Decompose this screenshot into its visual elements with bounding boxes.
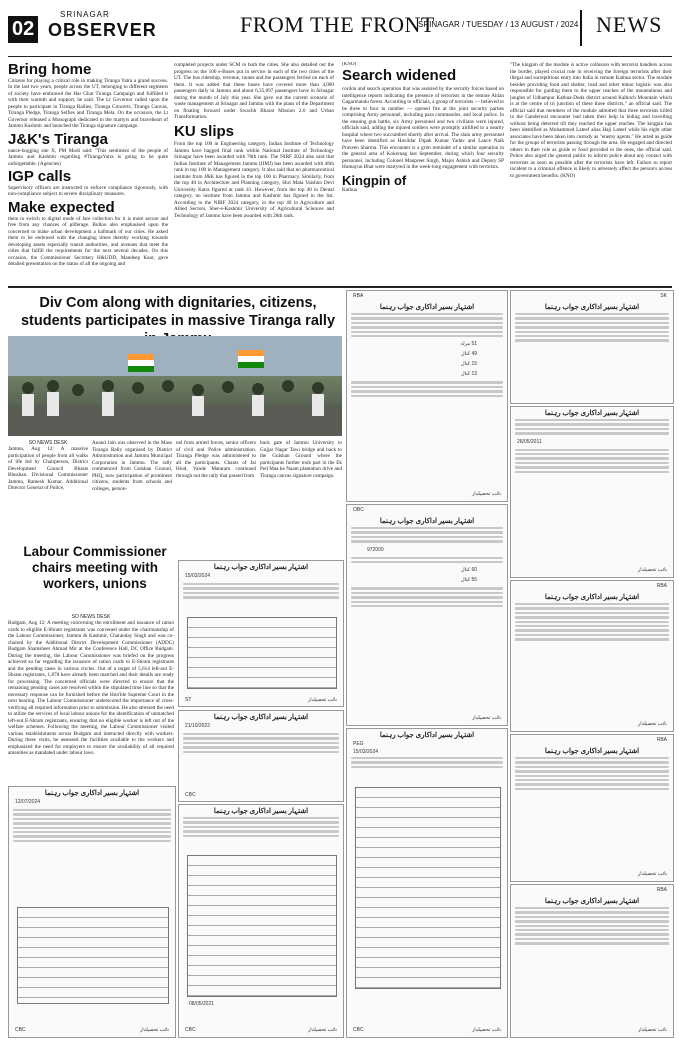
lead-col-3 xyxy=(176,440,256,560)
notice-code: SK xyxy=(660,293,667,299)
notice-date: 15/03/2024 xyxy=(353,749,379,755)
urdu-notice-3 xyxy=(178,710,344,802)
notice-signoff: نائب تحصیلدار xyxy=(637,871,667,877)
notice-date: 15/03/2024 xyxy=(185,573,211,579)
article-text: them to switch to digital mode of fare collection for it is more secure and free from any chances of pilferage. Bulloo also emphasised upon the concerned to make urban development a hallmark of our cities. He asked them to be endowed with the changing times thereby working towards developing assets especially transit authorities, and avenues that meet the cities that fulfill the requirements for the next several decades. On this occasion, the Commissioner Secretary H&UDD, Mandeep Kaur, gave detailed presentation on the status of all the ongoing and xyxy=(8,215,168,267)
notice-title: اشتہار بسیر اداکاری جواب رہنما xyxy=(544,593,640,601)
headline-ku-slips: KU slips xyxy=(174,122,235,140)
article-text: Supervisory officers are instructed to enforce compliance rigorously, with non-compliance subject to severe disciplinary measures. xyxy=(8,184,168,198)
notice-code: CBC xyxy=(185,792,196,798)
article-text: Citizens for playing a critical role in making Tiranga Yatra a grand success. In the last two years, people across the UT, belonging to different segments of society have embraced the Har Ghar Tiranga Campaign and fulfilled it with their warmth and support, he said. The Lt Governor called upon the people to participate in Tiranga Rallies, Tiranga Concerts, Tiranga Canvas, Tiranga Pledge, Tiranga Selfies and Tiranga Mela. On the occasion, the Lt Governor released a Monograph dedicated to the martyrs and braveheart of Jammu Kashmir and launched the Tiranga signature campaign. xyxy=(8,77,168,130)
notice-code: CBC xyxy=(353,1027,364,1033)
notice-date: 08/05/2021 xyxy=(189,1001,215,1007)
notice-title: اشتہار بسیر اداکاری جواب رہنما xyxy=(379,517,475,525)
urdu-notice-9 xyxy=(510,406,674,578)
notice-code: RBA xyxy=(353,293,364,299)
notice-title: اشتہار بسیر اداکاری جواب رہنما xyxy=(213,807,309,815)
notice-code: OBC xyxy=(353,507,364,513)
article-text: completed projects under SCM in both the cities. She also detailed out the progress on the 100 e-Buses put in service in each of the two cities of the UT. The bus ridership, revenue, routes and the passengers ferried on each of them. It was added that these buses have covered more than 4,000 passengers daily in Jammu and about 6,35,897 passengers have in Srinagar during the month of July this year. She gave out the current scenario of waste management at Srinagar and Jammu with the plans of the Department on floating forward under Swachh Bharat Mission 2.0 and Urban Transformation. xyxy=(174,62,334,120)
article-text: cordon and search operation that was assisted by the security forces based on intelligence reports indicating the presence of terrorists in the remote Ahlan Gagarmandu forest. According to officials, a group of terrorists — believed to be three to four in number — opened fire at the joint security parties comprising Army personnel, including para commandos, and local police. In the ensuing gun battle, six Army personnel and two civilians were injured, officials said, adding the injured soldiers were promptly airlifted to a nearby hospital where two succumbed shortly after arrival. The slain army personnel have been identified as Havildar Dipak Kumar Yadav and Lance Naik Praveen Sharma. This encounter is a grim reminder of a similar operation in the general area of Kokernag last September, during which four security personnel, including Colonel Manpreet Singh, Major Ashish and Deputy SP Humayun Bhat were martyred in the week-long engagement with terrorists. xyxy=(342,86,504,170)
rally-photo xyxy=(8,336,342,436)
notice-code: RBA xyxy=(656,887,667,893)
rally-photo-illustration xyxy=(8,336,342,436)
brand-logo: OBSERVER xyxy=(48,20,157,40)
notice-title: اشتہار بسیر اداکاری جواب رہنما xyxy=(544,747,640,755)
lead-col-4 xyxy=(260,440,342,560)
column-2 xyxy=(174,62,334,282)
urdu-notice-7 xyxy=(346,728,508,1038)
column-4 xyxy=(510,62,672,282)
headline-kingpin: Kingpin of xyxy=(342,172,407,188)
urdu-notice-10 xyxy=(510,580,674,732)
notice-table xyxy=(187,617,337,689)
notice-kanal: 60 کنال xyxy=(461,567,477,574)
notice-code: ST xyxy=(185,697,192,703)
article-text: nance-hogging site X, PM Modi said: "This sentiment of the people of Jammu and Kashmir regarding #TirangaYatra is going to be quite unforgettable. (Agencies) xyxy=(8,147,168,167)
notice-title: اشتہار بسیر اداکاری جواب رہنما xyxy=(544,303,640,311)
notice-signoff: نائب تحصیلدار xyxy=(637,567,667,573)
headline-igp-calls: IGP calls xyxy=(8,168,72,185)
notice-code: PEG xyxy=(353,741,364,747)
masthead xyxy=(8,6,672,57)
urdu-notice-2 xyxy=(178,560,344,707)
urdu-notice-5 xyxy=(346,290,508,502)
lead-headline: Div Com along with dignitaries, citizens, students participates in massive Tiranga rally xyxy=(20,295,336,330)
urdu-notice-11 xyxy=(510,734,674,882)
article-text: Budgam, Aug 12: A meeting concerning the enrollment and issuance of ration cards to eligible E-Shram registrants was convened under the chairmanship of the Labour Commissioner, Jammu & Kashmir, Charanday Singh and was co-chaired by the Additional District Development Commissioner (ADDC) Budgam Shamsheer Ahmad Mir at the Conference Hall, DC Office Budgam. During the meeting, the Labour Commissioner was briefed on the progress achieved so far regarding the issuance of ration cards to E-Shram registrants and the pending cases in various circles. Out of a target of 5,614 left-out E-Shram registrants, 1,878 have already been matched and their details are ready for processing. The concerned officials were directed to ensure that the remaining pending cases are resolved within the stipulated time line so that the necessary response can be furnished before the Hon'ble Supreme Court in the next hearing. The Labour Commissioner underscored the importance of cross-verifying all required information prior to submission. He also stressed the need to utilize the services of local labour unions for the identification of unmatched left-out E-Shram registrants, ensuring that no eligible worker is left out of the welfare schemes. Following the meeting, the Labour Commissioner visited various establishments across Budgam and interacted directly with workers. During these visits, he assessed the facilities available to the workers and emphasized the need for employers to ensure the availability of all required amenities as mandated under labour laws. xyxy=(8,620,174,757)
headline-search-widened: Search widened xyxy=(342,67,457,85)
kicker: (KNO) xyxy=(342,62,357,67)
notice-date: 21/10/2022 xyxy=(185,723,211,729)
divider xyxy=(8,286,672,288)
dateline: SRINAGAR / TUESDAY / 13 AUGUST / 2024 xyxy=(418,20,579,29)
notice-signoff: نائب تحصیلدار xyxy=(307,1027,337,1033)
notice-kanal: 55 کنال xyxy=(461,577,477,584)
notice-kanal: 15 کنال xyxy=(461,361,477,368)
notice-title: اشتہار بسیر اداکاری جواب رہنما xyxy=(44,789,140,797)
brand-city: SRINAGAR xyxy=(60,10,110,19)
notice-title: اشتہار بسیر اداکاری جواب رہنما xyxy=(213,713,309,721)
notice-title: اشتہار بسیر اداکاری جواب رہنما xyxy=(544,897,640,905)
notice-signoff: نائب تحصیلدار xyxy=(471,715,501,721)
labour-headline: Labour Commissioner chairs meeting with workers, unions xyxy=(23,544,167,592)
urdu-notice-12 xyxy=(510,884,674,1038)
notice-code: RBA xyxy=(656,583,667,589)
article-text: nel from armed forces, senior officers of civil and Police administration. Tiranga Pledge was administered to all the participants. Chants of Jai Hind, Vande Mataram continued through out the rally that passed from xyxy=(176,440,256,479)
lead-col-2 xyxy=(92,440,172,560)
notice-signoff: نائب تحصیلدار xyxy=(637,721,667,727)
notice-title: اشتہار بسیر اداکاری جواب رہنما xyxy=(379,731,475,739)
notice-code: RBA xyxy=(656,737,667,743)
notice-title: اشتہار بسیر اداکاری جواب رہنما xyxy=(544,409,640,417)
urdu-notice-4 xyxy=(178,804,344,1038)
notice-title: اشتہار بسیر اداکاری جواب رہنما xyxy=(213,563,309,571)
column-3 xyxy=(342,62,504,282)
notice-table xyxy=(355,787,501,989)
notice-date: 26/05/2011 xyxy=(517,438,542,445)
section-tag: NEWS xyxy=(596,12,663,37)
lead-col-1 xyxy=(8,440,88,560)
notice-table xyxy=(187,855,337,997)
byline: SO NEWS DESK xyxy=(28,440,68,446)
notice-title: اشتہار بسیر اداکاری جواب رہنما xyxy=(379,303,475,311)
urdu-notice-8 xyxy=(510,290,674,404)
article-text: "The kingpin of the module is active collusion with terrorist handlers across the border, played crucial role in receiving the foreign terrorists after their illegal and surreptitious entry into India in remote Kathua sector. The module besides providing food and shelter, road and other minor logistic was also responsible for guiding them to the upper reaches of the mountainous and jungles of Udhampur Kathua-Doda district around Kalhoch Mountain which is at the centre of tri junction of these three districts," an official said. The official said that members of the module admitted that three terrorists killed in the Ganderwal encounter had taken their help in hiding and travelling without being detected till they reached the upper reaches. The kingpin has been identified as Mohammed Lateef alias Haji Lateef while his eight other associates have been taken into custody as "enemy agents." He acted as guide for the groups of terrorists passing through the area. He engaged and directed others in their role as guide or food provided to the ones, the official said. Police also urged the general public to inform police about any contact with terrorists as soon as possible after the terrorists have left. Failure to report incident to a criminal offence is likely to adversely affect the person's access to government benefits. (KNO) xyxy=(510,62,672,179)
article-text: From the top 100 in Engineering category, Indian Institute of Technology Jammu have bagged final rank within National Institute of Technology Srinagar have been awarded with 70th rank. The NIRF 2024 also said that Indian Institute of Management Jammu (IIMJ) has been awarded with 46th rank in top 100 in Management category. It also said that no pharmaceutical institute from J&K has figured in the top 100 in Pharmacy. Similarly, from the top 40 in Architecture and Planning category, Shri Mata Vaishno Devi University Katra figured at rank 41. However, from the top 40 in Dental category, no institute from Jammu and Kashmir has figured in the list. According to the NIRF 2024 category, in the top 40 in Agriculture and Allied Sectors, Sher-e-Kashmir University of Agricultural Sciences and Technology of Jammu have been awarded with 28th rank. xyxy=(174,141,334,219)
notice-kanal: 13 کنال xyxy=(461,371,477,378)
page-number: 02 xyxy=(8,16,38,43)
notice-signoff: نائب تحصیلدار xyxy=(307,697,337,703)
notice-code: CBC xyxy=(185,1027,196,1033)
notice-signoff: نائب تحصیلدار xyxy=(139,1027,169,1033)
notice-amount: 972000 xyxy=(367,546,384,553)
notice-signoff: نائب تحصیلدار xyxy=(471,491,501,497)
labour-article xyxy=(8,614,174,782)
header-divider xyxy=(580,10,582,46)
notice-kanal: 51 مرلہ xyxy=(460,341,477,348)
article-text: Kathua xyxy=(342,187,357,194)
headline-make-expected: Make expected xyxy=(8,198,115,216)
urdu-notice-1 xyxy=(8,786,176,1038)
headline-jk-tiranga: J&K's Tiranga xyxy=(8,130,108,148)
article-text: Anand Jain was observed in the Mass Tiranga Rally organised by District Administration and Jammu Municipal Corporation in Jammu. The rally commenced from Gulshan Ground, PHQ, now participation of prominent citizens, students from schools and colleges, person- xyxy=(92,440,172,492)
notice-table xyxy=(17,907,169,1004)
notice-code: CBC xyxy=(15,1027,26,1033)
section-title: FROM THE FRONT xyxy=(240,12,435,37)
notice-date: 12/07/2024 xyxy=(15,799,41,805)
article-text: back gate of Jammu University to Gujjar Nagar Tawi bridge and back to the Gulshan Ground where the participants further took part in the Ek Ped Maa ke Naam plantation drive and Tiranga canvas signature campaign. xyxy=(260,440,342,479)
headline-bring-home: Bring home xyxy=(8,62,92,78)
notice-signoff: نائب تحصیلدار xyxy=(471,1027,501,1033)
urdu-notice-6 xyxy=(346,504,508,726)
notice-kanal: 49 کنال xyxy=(461,351,477,358)
article-text: Jammu, Aug 12: A massive participation of people from all walks of life led by Chairperson, District Development Council Bharat Bhushan. Divisional Commissioner Jammu, Ramesh Kumar, Additional Director General of Police, xyxy=(8,446,88,492)
notice-signoff: نائب تحصیلدار xyxy=(637,1027,667,1033)
byline: SO NEWS DESK xyxy=(71,614,111,620)
column-1 xyxy=(8,62,168,282)
